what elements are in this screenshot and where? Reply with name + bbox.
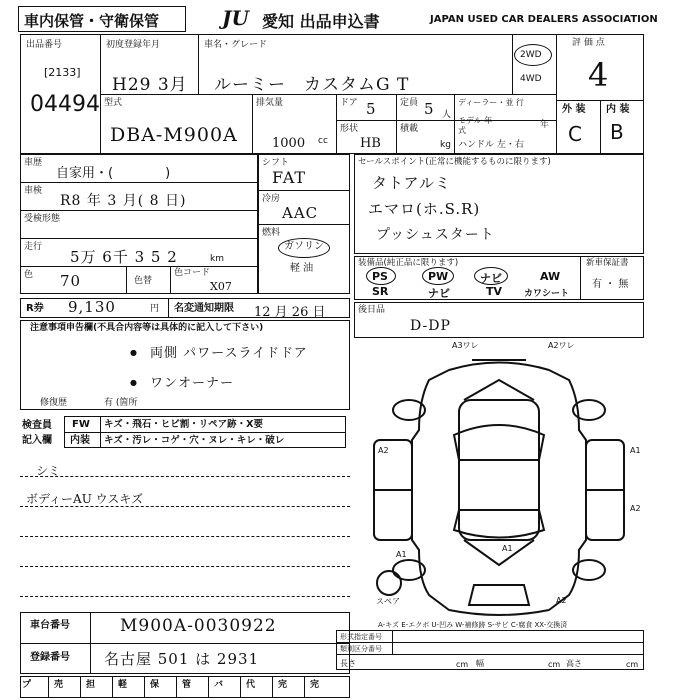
handwritten-note-2: ボディーAU ウスキズ [26,492,144,506]
type-label: 型式 [104,98,123,108]
handle-label: ハンドル 左・右 [458,140,524,150]
damage-mark-left-front: A2 [378,446,389,455]
fuel-diesel: 軽 油 [290,263,314,274]
equip-aw: AW [540,270,561,283]
year-unit: 年 [540,120,550,130]
lot-number: 04494 [30,92,100,117]
repair-history-label: 修復歴 [40,398,68,408]
chassis-value: M900A-0030922 [120,616,277,636]
color-value: 70 [60,272,82,290]
equipment-label: 装備品(純正品に限ります) [358,258,459,268]
model-value: ルーミー カスタムG T [214,75,410,95]
load-label: 積載 [400,124,419,134]
inspection-value: R8 年 3 月( 8 日) [60,193,187,209]
after-mount-label: 後日品 [358,305,386,315]
exterior-label: 外 装 [562,104,586,115]
damage-mark-right-rear: A2 [630,504,641,513]
notes-frame [20,320,350,410]
ju-logo: JU [222,6,249,30]
fuel-label: 燃料 [262,228,281,238]
car-damage-diagram [354,340,644,630]
capacity-label: 定員 [400,98,419,108]
fuel-value: ガソリン [284,241,324,252]
first-reg-value: H29 3月 [112,75,188,95]
shift-value: FAT [272,168,307,187]
name-change-label: 名変通知期限 [174,303,234,314]
inspector-label-2: 記入欄 [22,435,52,446]
grade-label: 評 価 点 [572,38,605,48]
fw-text: キズ・飛石・ヒビ割・リペア跡・X要 [104,419,263,430]
class-number-label: 類別区分番号 [340,645,382,653]
chassis-label: 車台番号 [30,620,70,631]
pw-circle [422,267,454,285]
selling-points-label: セールスポイント(正常に機能するものに限ります) [358,157,551,167]
selling-point-3: プッシュスタート [376,227,495,243]
check-strip-cell: 完 [278,680,288,690]
navi-circle [474,267,508,285]
check-strip-cell: 軽 [118,680,128,690]
doors-value: 5 [366,100,376,118]
damage-mark-front-right: A2ワレ [548,341,575,350]
damage-mark-left-rear: A1 [396,550,407,559]
capacity-value: 5 [424,100,434,118]
name-change-value: 12 月 26 日 [254,305,326,320]
new-car-warranty-value: 有 ・ 無 [592,279,629,290]
equip-pw: PW [428,270,449,283]
spare-label: スペア [376,597,400,606]
check-strip-divider [48,676,49,698]
check-strip-divider [208,676,209,698]
format-number-label: 形式指定番号 [340,633,382,641]
color-code-label: 色コード [174,268,211,278]
check-strip-divider [144,676,145,698]
interior-label: 内 装 [606,104,630,115]
type-value: DBA-M900A [110,124,238,146]
doors-label: ドア [340,98,358,108]
repair-history-value: 有 (箇所 [104,398,138,408]
check-strip-cell: 管 [182,680,192,690]
check-strip-divider [272,676,273,698]
fw-label: FW [72,419,90,430]
ps-circle [366,267,396,285]
check-strip-cell: 代 [246,680,256,690]
inspection-cert-label: 受検形態 [24,214,61,224]
color-label: 色 [24,270,34,280]
mileage-unit: km [210,254,224,264]
check-strip-cell: 保 [150,680,160,690]
check-strip-divider [240,676,241,698]
height-label: 高さ [566,659,582,668]
height-unit: cm [626,660,639,669]
note-bullet-2: ● [130,378,137,387]
check-strip-cell: プ [22,680,32,690]
color-code-value: X07 [210,280,232,293]
inspector-label-1: 検査員 [22,420,52,431]
displacement-unit: cc [318,136,328,146]
check-strip-divider [176,676,177,698]
form-title: 愛知 出品申込書 [262,12,380,31]
interior-value: B [610,120,624,144]
cooler-value: AAC [282,204,319,222]
length-label: 長さ [340,659,356,668]
drive-2wd: 2WD [520,50,542,60]
interior-row-text: キズ・汚レ・コゲ・穴・ヌレ・キレ・破レ [104,435,285,446]
shape-label: 形状 [340,124,359,134]
after-mount-value: D-DP [410,318,451,334]
handwritten-note-1: シミ [36,464,61,478]
length-unit: cm [456,660,469,669]
mileage-value: 5万 6千 3 5 2 [70,248,178,266]
model-year-label: モデル 年式 [458,116,493,135]
after-mount-frame [354,302,644,338]
cooler-label: 冷房 [262,194,281,204]
note-line-2: ワンオーナー [150,376,235,391]
capacity-unit: 人 [442,110,452,120]
check-strip-cell: 完 [310,680,320,690]
shape-value: HB [360,136,381,151]
equip-navi2: ナビ [428,287,450,300]
damage-mark-rear-center: A1 [502,544,513,553]
usage-value: 自家用・( ) [56,166,171,181]
new-car-warranty-label: 新車保証書 [586,258,629,268]
check-strip-divider [112,676,113,698]
check-strip-cell: 売 [54,680,64,690]
inspection-label: 車検 [24,186,43,196]
load-unit: kg [440,140,451,150]
equip-ps: PS [372,270,388,283]
damage-mark-rear-bottom: A2 [556,596,567,605]
check-strip-cell: バ [214,680,224,690]
damage-mark-right-front: A1 [630,446,641,455]
notes-label: 注意事項申告欄(不具合内容等は具体的に記入して下さい) [30,323,264,333]
spec-frame [336,630,644,670]
plate-value: 名古屋 501 は 2931 [104,650,260,668]
drive-4wd: 4WD [520,74,542,84]
lot-number-label: 出品番号 [26,40,63,50]
lot-small-number: [2133] [44,66,81,79]
first-reg-label: 初度登録年月 [106,40,161,50]
usage-label: 車歴 [24,158,43,168]
selling-point-2: エマロ(ホ.S.R) [368,200,481,218]
check-strip-divider [304,676,305,698]
dealer-label: ディーラー・並 行 [458,98,524,107]
width-unit: cm [548,660,561,669]
interior-row-label: 内装 [70,435,90,446]
plate-label: 登録番号 [30,652,70,663]
equip-navi: ナビ [480,272,502,285]
model-label: 車名・グレード [204,40,268,50]
grade-value: 4 [588,56,609,94]
equip-sr: SR [372,285,389,298]
recycle-value: 9,130 [68,298,116,316]
recycle-label: R券 [26,303,44,314]
damage-mark-front-left: A3ワレ [452,341,479,350]
check-strip-cell: 担 [86,680,96,690]
storage-label: 車内保管・守衛保管 [24,12,160,30]
selling-point-1: タトアルミ [372,174,451,192]
note-line-1: 両側 パワースライドドア [150,346,308,361]
form-subtitle: JAPAN USED CAR DEALERS ASSOCIATION [430,14,658,25]
mileage-label: 走行 [24,242,43,252]
displacement-label: 排気量 [256,98,284,108]
damage-legend: A-キズ E-エクボ U-凹み W-補修跡 S-サビ C-腐食 XX-交換済 [378,621,568,629]
width-label: 幅 [476,659,484,668]
color-change-label: 色替 [134,276,153,286]
displacement-value: 1000 [272,136,306,151]
shift-label: シフト [262,158,290,168]
exterior-value: C [568,122,582,146]
note-bullet-1: ● [130,348,137,357]
check-strip-divider [80,676,81,698]
equip-tv: TV [486,285,503,298]
recycle-unit: 円 [150,304,160,314]
equip-seat: カワシート [524,289,570,299]
